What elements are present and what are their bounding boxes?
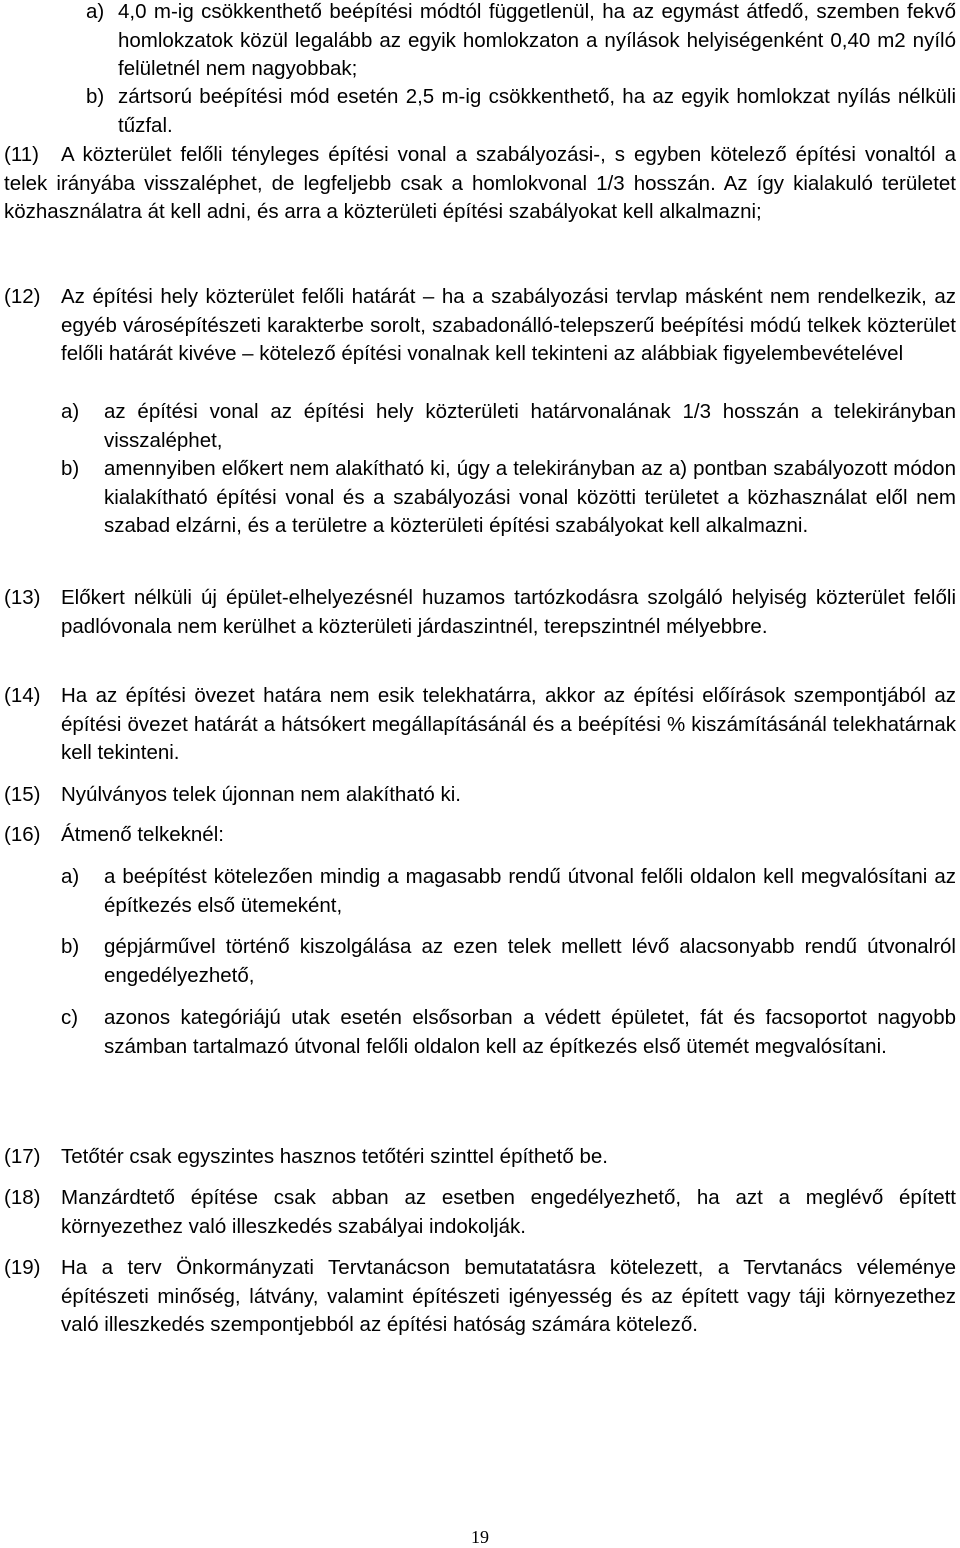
paragraph-16-item-b — [0, 933, 960, 993]
paragraph-19-number: (19) — [4, 1256, 41, 1279]
paragraph-14-number: (14) — [4, 684, 41, 707]
paragraph-13-text: Előkert nélküli új épület-elhelyezésnél huzamos tartózkodásra szolgáló helyiség közterület felőli padlóvonala nem kerülhet a közterületi járdaszintnél, terepszintnél mélyebbre. — [61, 586, 956, 638]
paragraph-12-item-b-label: b) — [61, 457, 80, 480]
paragraph-12-item-a-text: az építési vonal az építési hely közterületi határvonalának 1/3 hosszán a telekirányban visszaléphet, — [104, 400, 956, 452]
paragraph-16-item-c — [0, 1004, 960, 1094]
paragraph-16-item-a-label: a) — [61, 865, 80, 888]
paragraph-12-item-b — [0, 455, 960, 573]
paragraph-16-item-b-text: gépjárművel történő kiszolgálása az ezen telek mellett lévő alacsonyabb rendű útvonalról engedélyezhető, — [104, 935, 956, 987]
paragraph-19-text: Ha a terv Önkormányzati Tervtanácson bemutatatásra kötelezett, a Tervtanács véleménye építészeti minőség, látvány, valamint építészeti igényesség és az épített vagy táji környezethez való illeszkedés szempontjebból az építési hatóság számára kötelező. — [61, 1256, 956, 1336]
paragraph-12-text: Az építési hely közterület felőli határát – ha a szabályozási tervlap másként nem rendelkezik, az egyéb városépítészeti karakterbe sorolt, szabadonálló-telepszerű beépítési módú telkek közterület felőli határát kivéve – kötelező építési vonalnak kell tekinteni az alábbiak figyelembevételével — [61, 285, 956, 365]
paragraph-11 — [0, 141, 960, 259]
paragraph-15-text: Nyúlványos telek újonnan nem alakítható ki. — [61, 783, 461, 806]
paragraph-18 — [0, 1184, 960, 1244]
paragraph-15-number: (15) — [4, 783, 41, 806]
paragraph-14 — [0, 682, 960, 772]
paragraph-14-text: Ha az építési övezet határa nem esik telekhatárra, akkor az építési előírások szempontjából az építési övezet határát a hátsókert megállapításánál és a beépítési % kiszámításánál telekhatárnak kell tekinteni. — [61, 684, 956, 764]
paragraph-19 — [0, 1254, 960, 1372]
paragraph-18-text: Manzárdtető építése csak abban az esetben engedélyezhető, ha azt a meglévő épített környezethez való illeszkedés szabályai indokolják. — [61, 1186, 956, 1238]
paragraph-16 — [0, 821, 960, 851]
paragraph-16-item-a — [0, 863, 960, 923]
paragraph-11-number: (11) — [4, 143, 39, 166]
paragraph-16-text: Átmenő telkeknél: — [61, 823, 224, 846]
paragraph-16-item-a-text: a beépítést kötelezően mindig a magasabb rendű útvonal felőli oldalon kell megvalósítani az építkezés első ütemeként, — [104, 865, 956, 917]
paragraph-17-text: Tetőtér csak egyszintes hasznos tetőtéri szinttel építhető be. — [61, 1145, 608, 1168]
lead-item-a-label: a) — [86, 0, 105, 23]
paragraph-13-number: (13) — [4, 586, 41, 609]
paragraph-12-number: (12) — [4, 285, 41, 308]
paragraph-15 — [0, 781, 960, 811]
lead-item-b-text: zártsorú beépítési mód esetén 2,5 m-ig csökkenthető, ha az egyik homlokzat nyílás nélküli tűzfal. — [118, 85, 956, 137]
lead-item-b-label: b) — [86, 85, 105, 108]
paragraph-12-item-a — [0, 398, 960, 458]
paragraph-16-number: (16) — [4, 823, 41, 846]
paragraph-16-item-c-label: c) — [61, 1006, 79, 1029]
lead-item-a-text: 4,0 m-ig csökkenthető beépítési módtól függetlenül, ha az egymást átfedő, szemben fekvő homlokzatok közül legalább az egyik homlokzaton a nyílások helyiségenként 0,40 m2 nyíló felületnél nem nagyobbak; — [118, 0, 956, 80]
paragraph-13 — [0, 584, 960, 674]
paragraph-12 — [0, 283, 960, 401]
paragraph-18-number: (18) — [4, 1186, 41, 1209]
paragraph-12-item-a-label: a) — [61, 400, 80, 423]
lead-item-b — [0, 83, 960, 143]
paragraph-12-item-b-text: amennyiben előkert nem alakítható ki, úgy a telekirányban az a) pontban szabályozott módon kialakítható építési vonal és a szabályozási vonal közötti területet a közhasználat elől nem szabad elzárni, és a területre a közterületi építési szabályokat kell alkalmazni. — [104, 457, 956, 537]
paragraph-16-item-c-text: azonos kategóriájú utak esetén elsősorban a védett épületet, fát és facsoportot nagyobb számban tartalmazó útvonal felőli oldalon kell az építkezés első ütemét megvalósítani. — [104, 1006, 956, 1058]
page-number: 19 — [471, 1527, 489, 1547]
paragraph-11-text: A közterület felőli tényleges építési vonal a szabályozási-, s egyben kötelező építési vonaltól a telek irányába visszaléphet, de legfeljebb csak a homlokvonal 1/3 hosszán. Az így kialakuló területet közhasználatra át kell adni, és arra a közterületi építési szabályokat kell alkalmazni; — [4, 143, 956, 223]
lead-item-a — [0, 0, 960, 88]
paragraph-16-item-b-label: b) — [61, 935, 80, 958]
paragraph-17 — [0, 1143, 960, 1173]
paragraph-17-number: (17) — [4, 1145, 41, 1168]
